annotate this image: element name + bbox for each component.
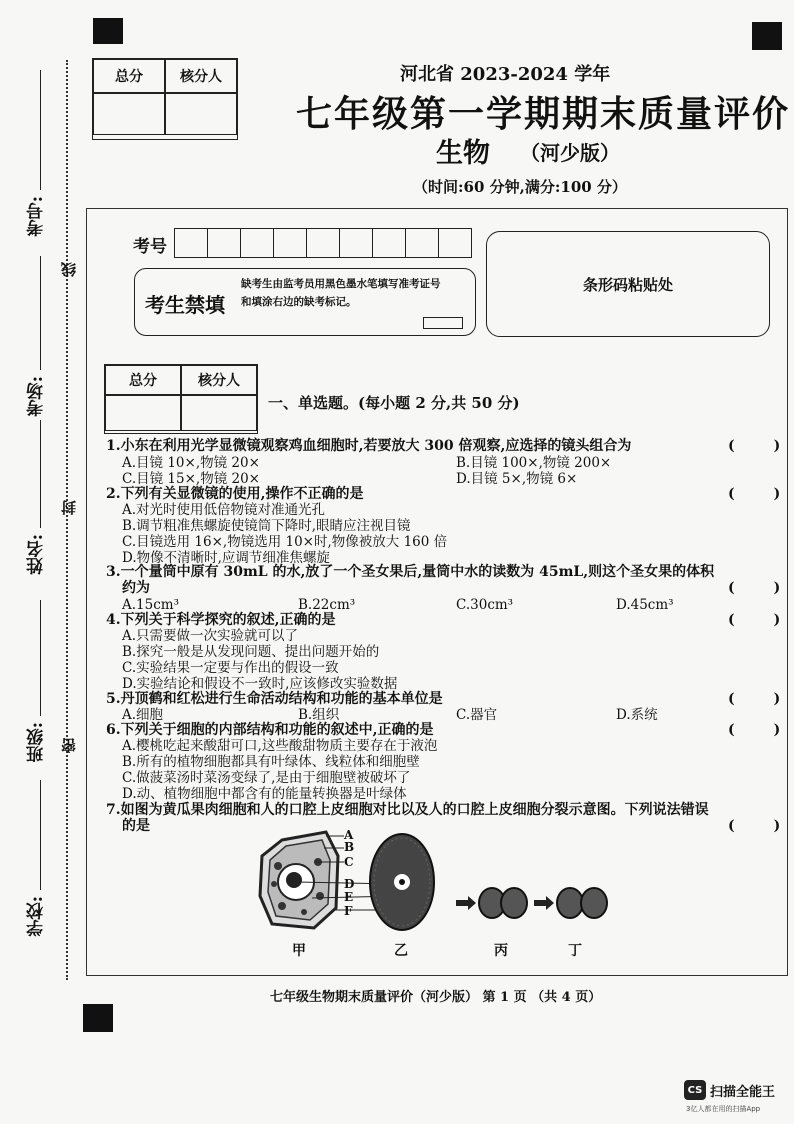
question-stem-cont: 约为 (122, 580, 150, 596)
forbidden-title: 考生禁填 (145, 293, 225, 317)
question-option: D.系统 (616, 707, 658, 723)
caption-bing: 丙 (494, 943, 508, 959)
answer-paren[interactable]: ( ) (728, 612, 781, 628)
score-box-section (104, 364, 258, 434)
field-room[interactable] (40, 256, 41, 370)
question-option: B.目镜 100×,物镜 200× (456, 455, 612, 471)
fig-letter-b: B (344, 840, 355, 854)
field-number[interactable] (40, 70, 41, 190)
barcode-label: 条形码粘贴处 (582, 275, 673, 294)
absence-mark-box[interactable] (423, 317, 463, 329)
score-box-top (92, 58, 238, 140)
scanner-slogan: 3亿人都在用的扫描App (686, 1105, 761, 1113)
seal-char-xian: 线 (60, 262, 78, 277)
score-total-cell[interactable] (93, 93, 165, 135)
answer-paren[interactable]: ( ) (728, 486, 781, 502)
cell-figure (252, 826, 632, 936)
section-total-label: 总分 (105, 365, 181, 395)
question-option: B.探究一般是从发现问题、提出问题开始的 (122, 644, 380, 660)
division-sequence (456, 888, 607, 918)
scanner-name: 扫描全能王 (710, 1085, 776, 1100)
question-option: C.器官 (456, 707, 498, 723)
score-checker-label: 核分人 (165, 59, 237, 93)
forbidden-text: 缺考生由监考员用黑色墨水笔填写准考证号和填涂右边的缺考标记。 (241, 278, 441, 308)
question-option: D.动、植物细胞中都含有的能量转换器是叶绿体 (122, 786, 407, 802)
question-option: B.组织 (298, 707, 340, 723)
question-option: A.对光时使用低倍物镜对准通光孔 (122, 502, 326, 518)
scanner-logo: CS (684, 1080, 706, 1100)
question-stem: 4.下列关于科学探究的叙述,正确的是 (106, 612, 336, 628)
label-class: 班级: (27, 722, 47, 763)
question-stem: 5.丹顶鹤和红松进行生命活动结构和功能的基本单位是 (106, 691, 443, 707)
fig-letter-f: F (344, 904, 353, 918)
question-stem-cont: 的是 (122, 818, 150, 834)
question-option: C.做菠菜汤时菜汤变绿了,是由于细胞壁被破坏了 (122, 770, 411, 786)
fig-letter-a: A (344, 828, 354, 842)
corner-marker (83, 1004, 113, 1032)
edition: （河少版） (520, 141, 620, 165)
field-name[interactable] (40, 420, 41, 528)
question-option: D.45cm³ (616, 597, 674, 613)
caption-ding: 丁 (568, 943, 582, 959)
human-cell-yi (370, 834, 434, 930)
exam-title: 七年级第一学期期末质量评价 (296, 94, 791, 135)
corner-marker (752, 22, 782, 50)
section-checker-label: 核分人 (181, 365, 257, 395)
question-option: B.调节粗准焦螺旋使镜筒下降时,眼睛应注视目镜 (122, 518, 411, 534)
score-total-label: 总分 (93, 59, 165, 93)
question-option: C.目镜 15×,物镜 20× (122, 471, 260, 487)
question-option: B.22cm³ (298, 597, 356, 613)
field-class[interactable] (40, 600, 41, 716)
question-stem: 7.如图为黄瓜果肉细胞和人的口腔上皮细胞对比以及人的口腔上皮细胞分裂示意图。下列说法错误 (106, 802, 709, 818)
caption-jia: 甲 (292, 943, 306, 959)
subject: 生物 (436, 138, 490, 169)
plant-cell-jia (260, 832, 338, 928)
question-option: A.目镜 10×,物镜 20× (122, 455, 260, 471)
corner-marker (93, 18, 123, 44)
forbidden-box (134, 268, 476, 336)
question-stem: 2.下列有关显微镜的使用,操作不正确的是 (106, 486, 364, 502)
section-total-cell[interactable] (105, 395, 181, 431)
question-option: A.只需要做一次实验就可以了 (122, 628, 299, 644)
label-room: 考场: (27, 376, 47, 417)
question-stem: 1.小东在利用光学显微镜观察鸡血细胞时,若要放大 300 倍观察,应选择的镜头组合为 (106, 438, 632, 454)
exam-number-label: 考号 (133, 237, 167, 257)
answer-paren[interactable]: ( ) (728, 722, 781, 738)
fig-letter-d: D (344, 877, 355, 891)
barcode-area (486, 231, 770, 337)
question-stem: 6.下列关于细胞的内部结构和功能的叙述中,正确的是 (106, 722, 434, 738)
answer-paren[interactable]: ( ) (728, 818, 781, 834)
page-footer: 七年级生物期末质量评价（河少版） 第 1 页 （共 4 页） (270, 990, 602, 1005)
question-option: A.15cm³ (122, 597, 179, 613)
question-option: D.实验结论和假设不一致时,应该修改实验数据 (122, 676, 398, 692)
time-score: （时间:60 分钟,满分:100 分） (413, 178, 627, 196)
field-school[interactable] (40, 780, 41, 890)
answer-paren[interactable]: ( ) (728, 438, 781, 454)
label-name: 姓名: (27, 534, 47, 575)
binding-line (66, 60, 68, 980)
question-option: D.物像不清晰时,应调节细准焦螺旋 (122, 550, 330, 566)
question-option: C.实验结果一定要与作出的假设一致 (122, 660, 339, 676)
question-option: D.目镜 5×,物镜 6× (456, 471, 578, 487)
question-option: B.所有的植物细胞都具有叶绿体、线粒体和细胞壁 (122, 754, 420, 770)
caption-yi: 乙 (394, 943, 408, 959)
question-option: A.细胞 (122, 707, 164, 723)
question-stem: 3.一个量筒中原有 30mL 的水,放了一个圣女果后,量筒中水的读数为 45mL,则这个圣女果的体积 (106, 564, 715, 580)
answer-paren[interactable]: ( ) (728, 580, 781, 596)
seal-char-mi: 密 (60, 738, 78, 753)
seal-char-feng: 封 (60, 500, 78, 515)
section-heading: 一、单选题。(每小题 2 分,共 50 分) (268, 394, 520, 412)
question-option: A.樱桃吃起来酸甜可口,这些酸甜物质主要存在于液泡 (122, 738, 438, 754)
question-option: C.30cm³ (456, 597, 514, 613)
label-number: 考号: (27, 196, 47, 237)
exam-number-cells[interactable] (174, 228, 472, 258)
fig-letter-c: C (344, 855, 354, 869)
answer-paren[interactable]: ( ) (728, 691, 781, 707)
question-option: C.目镜选用 16×,物镜选用 10×时,物像被放大 160 倍 (122, 534, 448, 550)
section-checker-cell[interactable] (181, 395, 257, 431)
province-year: 河北省 2023-2024 学年 (400, 64, 611, 85)
score-checker-cell[interactable] (165, 93, 237, 135)
fig-letter-e: E (344, 890, 354, 904)
label-school: 学校: (27, 896, 47, 937)
